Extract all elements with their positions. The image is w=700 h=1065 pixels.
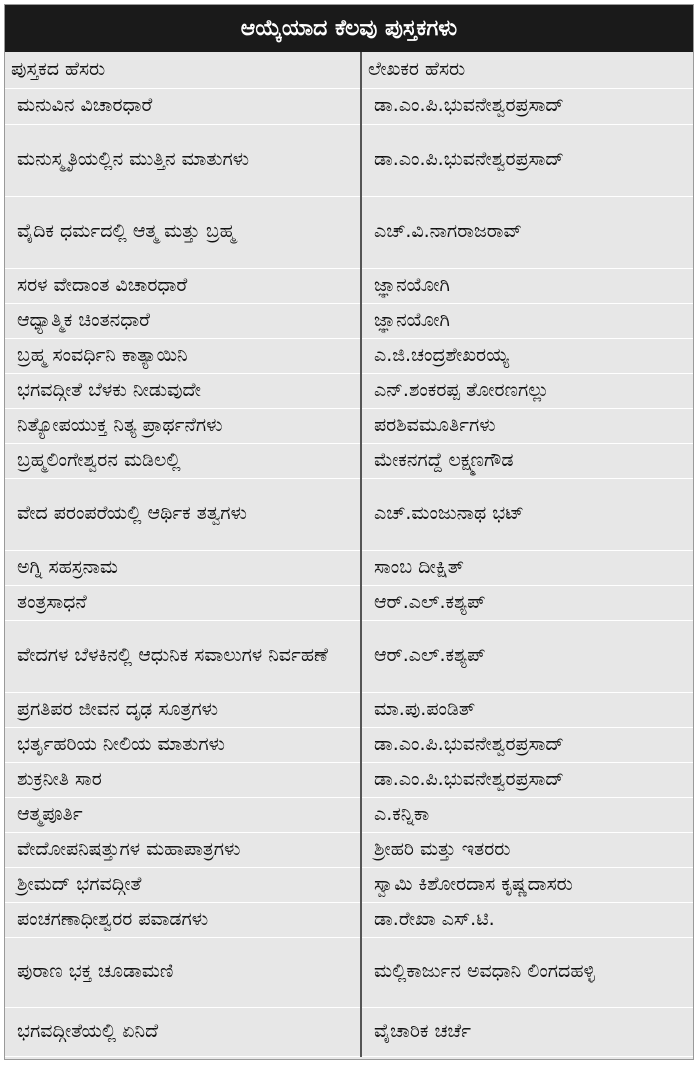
- author-name: ಎಚ್.ಮಂಜುನಾಥ ಭಟ್: [361, 478, 693, 550]
- book-title: ಆತ್ಮಪೂರ್ತಿ: [5, 797, 361, 832]
- table-row: [5, 124, 693, 196]
- author-name: ಡಾ.ಎಂ.ಪಿ.ಭುವನೇಶ್ವರಪ್ರಸಾದ್: [361, 727, 693, 762]
- book-title: ಭಗವದ್ಗೀತೆಯಲ್ಲಿ ಏನಿದೆ: [5, 1007, 361, 1056]
- book-title: ಮನುಸ್ಮೃತಿಯಲ್ಲಿನ ಮುತ್ತಿನ ಮಾತುಗಳು: [5, 124, 361, 196]
- author-name: ಮಾ.ಪು.ಪಂಡಿತ್: [361, 692, 693, 727]
- table-row: [5, 550, 693, 585]
- table-row: [5, 762, 693, 797]
- book-title: ಪಂಚಗಣಾಧೀಶ್ವರರ ಪವಾಡಗಳು: [5, 902, 361, 937]
- book-title: ಅಗ್ನಿ ಸಹಸ್ರನಾಮ: [5, 550, 361, 585]
- table-row: [5, 196, 693, 268]
- table-row: [5, 303, 693, 338]
- table-row: [5, 338, 693, 373]
- table-header-row: [5, 52, 693, 88]
- author-name: ವೈಚಾರಿಕ ಚರ್ಚೆ: [361, 1007, 693, 1056]
- book-title: ಭಗವದ್ಗೀತೆ ಬೆಳಕು ನೀಡುವುದೇ: [5, 373, 361, 408]
- table-row: [5, 585, 693, 620]
- author-name: ಆರ್.ಎಲ್.ಕಶ್ಯಪ್: [361, 620, 693, 692]
- table-row: [5, 478, 693, 550]
- table-row: [5, 268, 693, 303]
- book-title: ಪುರಾಣ ಭಕ್ತ ಚೂಡಾಮಣಿ: [5, 937, 361, 1007]
- book-title: ಶ್ರೀಮದ್ ಭಗವದ್ಗೀತೆ: [5, 867, 361, 902]
- book-title: ನಿತ್ಯೋಪಯುಕ್ತ ನಿತ್ಯ ಪ್ರಾರ್ಥನೆಗಳು: [5, 408, 361, 443]
- table-row: [5, 408, 693, 443]
- table-row: [5, 373, 693, 408]
- author-name: ಡಾ.ಎಂ.ಪಿ.ಭುವನೇಶ್ವರಪ್ರಸಾದ್: [361, 88, 693, 124]
- author-name: ಪರಶಿವಮೂರ್ತಿಗಳು: [361, 408, 693, 443]
- author-column-header: ಲೇಖಕರ ಹೆಸರು: [361, 52, 693, 88]
- author-name: ಎನ್.ಶಂಕರಪ್ಪ ತೋರಣಗಲ್ಲು: [361, 373, 693, 408]
- table-row: [5, 620, 693, 692]
- panel-title: ಆಯ್ಕೆಯಾದ ಕೆಲವು ಪುಸ್ತಕಗಳು: [5, 5, 693, 52]
- table-row: [5, 1007, 693, 1056]
- author-name: ಸಾಂಬ ದೀಕ್ಷಿತ್: [361, 550, 693, 585]
- author-name: ಜ್ಞಾನಯೋಗಿ: [361, 268, 693, 303]
- book-title: ಭರ್ತೃಹರಿಯ ನೀಲಿಯ ಮಾತುಗಳು: [5, 727, 361, 762]
- book-title: ವೇದೋಪನಿಷತ್ತುಗಳ ಮಹಾಪಾತ್ರಗಳು: [5, 832, 361, 867]
- book-table: [5, 52, 693, 1057]
- table-row: [5, 797, 693, 832]
- author-name: ಸ್ವಾಮಿ ಕಿಶೋರದಾಸ ಕೃಷ್ಣದಾಸರು: [361, 867, 693, 902]
- table-row: [5, 937, 693, 1007]
- book-title: ತಂತ್ರಸಾಧನೆ: [5, 585, 361, 620]
- book-title: ಸರಳ ವೇದಾಂತ ವಿಚಾರಧಾರೆ: [5, 268, 361, 303]
- book-list-panel: [4, 4, 694, 1060]
- author-name: ಜ್ಞಾನಯೋಗಿ: [361, 303, 693, 338]
- book-title: ಶುಕ್ರನೀತಿ ಸಾರ: [5, 762, 361, 797]
- author-name: ಡಾ.ರೇಖಾ ಎಸ್.ಟಿ.: [361, 902, 693, 937]
- table-row: [5, 443, 693, 478]
- author-name: ಎಚ್.ವಿ.ನಾಗರಾಜರಾವ್: [361, 196, 693, 268]
- table-row: [5, 832, 693, 867]
- table-row: [5, 902, 693, 937]
- author-name: ಮೇಕನಗದ್ದೆ ಲಕ್ಷ್ಮಣಗೌಡ: [361, 443, 693, 478]
- table-row: [5, 727, 693, 762]
- book-title: ಮನುವಿನ ವಿಚಾರಧಾರೆ: [5, 88, 361, 124]
- author-name: ಡಾ.ಎಂ.ಪಿ.ಭುವನೇಶ್ವರಪ್ರಸಾದ್: [361, 124, 693, 196]
- table-row: [5, 867, 693, 902]
- author-name: ಆರ್.ಎಲ್.ಕಶ್ಯಪ್: [361, 585, 693, 620]
- book-title: ವೇದಗಳ ಬೆಳಕಿನಲ್ಲಿ ಆಧುನಿಕ ಸವಾಲುಗಳ ನಿರ್ವಹಣೆ: [5, 620, 361, 692]
- author-name: ಶ್ರೀಹರಿ ಮತ್ತು ಇತರರು: [361, 832, 693, 867]
- book-title: ಬ್ರಹ್ಮ ಸಂವರ್ಧಿನಿ ಕಾತ್ಯಾಯಿನಿ: [5, 338, 361, 373]
- author-name: ಡಾ.ಎಂ.ಪಿ.ಭುವನೇಶ್ವರಪ್ರಸಾದ್: [361, 762, 693, 797]
- book-title: ವೇದ ಪರಂಪರೆಯಲ್ಲಿ ಆರ್ಥಿಕ ತತ್ವಗಳು: [5, 478, 361, 550]
- author-name: ಎ.ಕನ್ನಿಕಾ: [361, 797, 693, 832]
- book-title: ವೈದಿಕ ಧರ್ಮದಲ್ಲಿ ಆತ್ಮ ಮತ್ತು ಬ್ರಹ್ಮ: [5, 196, 361, 268]
- table-row: [5, 88, 693, 124]
- book-title: ಪ್ರಗತಿಪರ ಜೀವನ ದೃಢ ಸೂತ್ರಗಳು: [5, 692, 361, 727]
- author-name: ಮಲ್ಲಿಕಾರ್ಜುನ ಅವಧಾನಿ ಲಿಂಗದಹಳ್ಳಿ: [361, 937, 693, 1007]
- table-row: [5, 692, 693, 727]
- book-title: ಆಧ್ಯಾತ್ಮಿಕ ಚಿಂತನಧಾರೆ: [5, 303, 361, 338]
- book-column-header: ಪುಸ್ತಕದ ಹೆಸರು: [5, 52, 361, 88]
- book-title: ಬ್ರಹ್ಮಲಿಂಗೇಶ್ವರನ ಮಡಿಲಲ್ಲಿ: [5, 443, 361, 478]
- author-name: ಎ.ಜಿ.ಚಂದ್ರಶೇಖರಯ್ಯ: [361, 338, 693, 373]
